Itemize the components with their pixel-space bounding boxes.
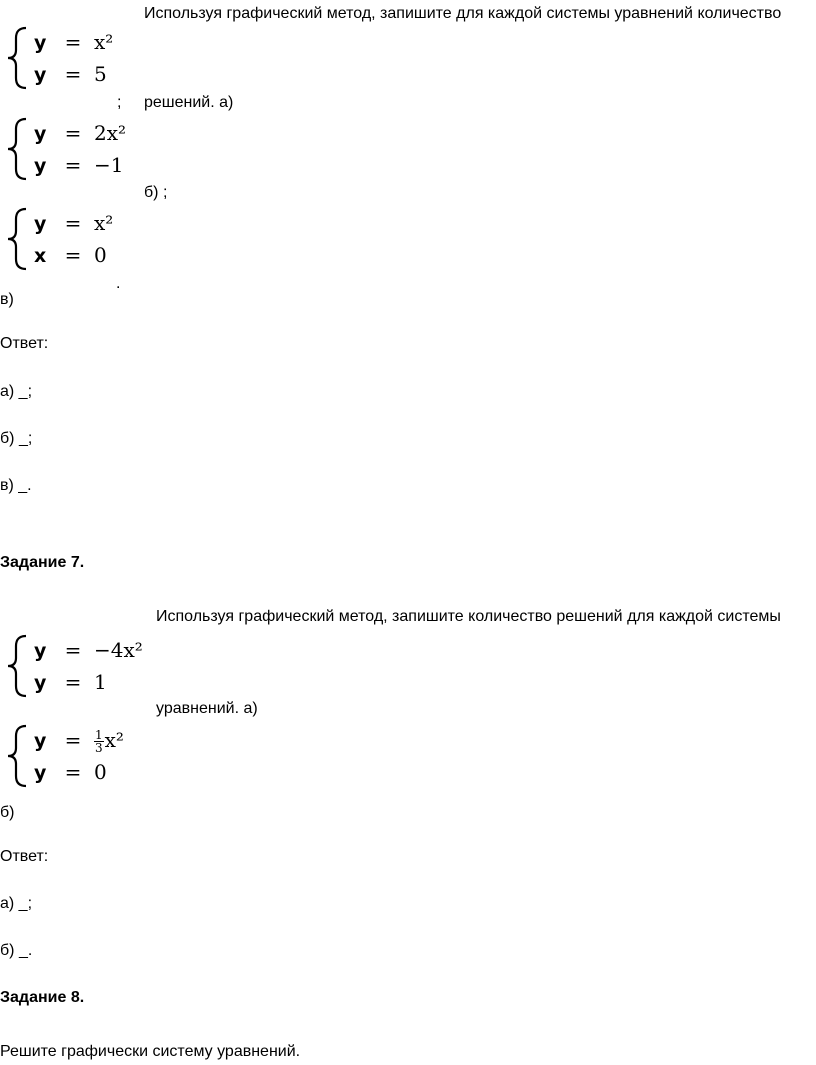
task7-answer-a: а) _; bbox=[0, 895, 33, 912]
equation-1: y = 2x² bbox=[34, 121, 127, 145]
equation-2: y = 0 bbox=[34, 760, 107, 784]
equation-1: y = $\frac{1}{3}$ x² bbox=[34, 728, 124, 755]
task7-answer-b: б) _. bbox=[0, 942, 33, 959]
brace-icon bbox=[4, 634, 30, 698]
task6-answer-a: а) _; bbox=[0, 383, 33, 400]
equation-2: y = 5 bbox=[34, 62, 107, 86]
task7-heading: Задание 7. bbox=[0, 554, 85, 571]
task6-answer-label: Ответ: bbox=[0, 335, 49, 352]
equation-2: x = 0 bbox=[34, 243, 107, 267]
task6-semicolon: ; bbox=[117, 94, 122, 111]
equation-2: y = 1 bbox=[34, 670, 107, 694]
brace-icon bbox=[4, 26, 30, 90]
task6-answer-c: в) _. bbox=[0, 477, 32, 494]
task8-heading: Задание 8. bbox=[0, 989, 85, 1006]
brace-icon bbox=[4, 117, 30, 181]
task6-v-label: в) bbox=[0, 291, 14, 308]
task7-b-label: б) bbox=[0, 804, 15, 821]
task6-dot: . bbox=[116, 275, 121, 292]
equation-1: y = x² bbox=[34, 30, 114, 54]
task6-b-label: б) ; bbox=[144, 184, 168, 201]
fraction: $\frac{1}{3}$ bbox=[95, 728, 103, 755]
brace-icon bbox=[4, 724, 30, 788]
task7-answer-label: Ответ: bbox=[0, 848, 49, 865]
task8-text: Решите графически систему уравнений. bbox=[0, 1043, 301, 1060]
equation-2: y = −1 bbox=[34, 153, 124, 177]
task7-intro: Используя графический метод, запишите количество решений для каждой системы bbox=[156, 608, 781, 625]
task6-answer-b: б) _; bbox=[0, 430, 33, 447]
task6-intro-cont: решений. а) bbox=[144, 94, 234, 111]
equation-1: y = x² bbox=[34, 211, 114, 235]
brace-icon bbox=[4, 207, 30, 271]
task7-intro-cont: уравнений. а) bbox=[156, 700, 258, 717]
task6-intro: Используя графический метод, запишите для каждой системы уравнений количество bbox=[144, 5, 782, 22]
equation-1: y = −4x² bbox=[34, 638, 143, 662]
